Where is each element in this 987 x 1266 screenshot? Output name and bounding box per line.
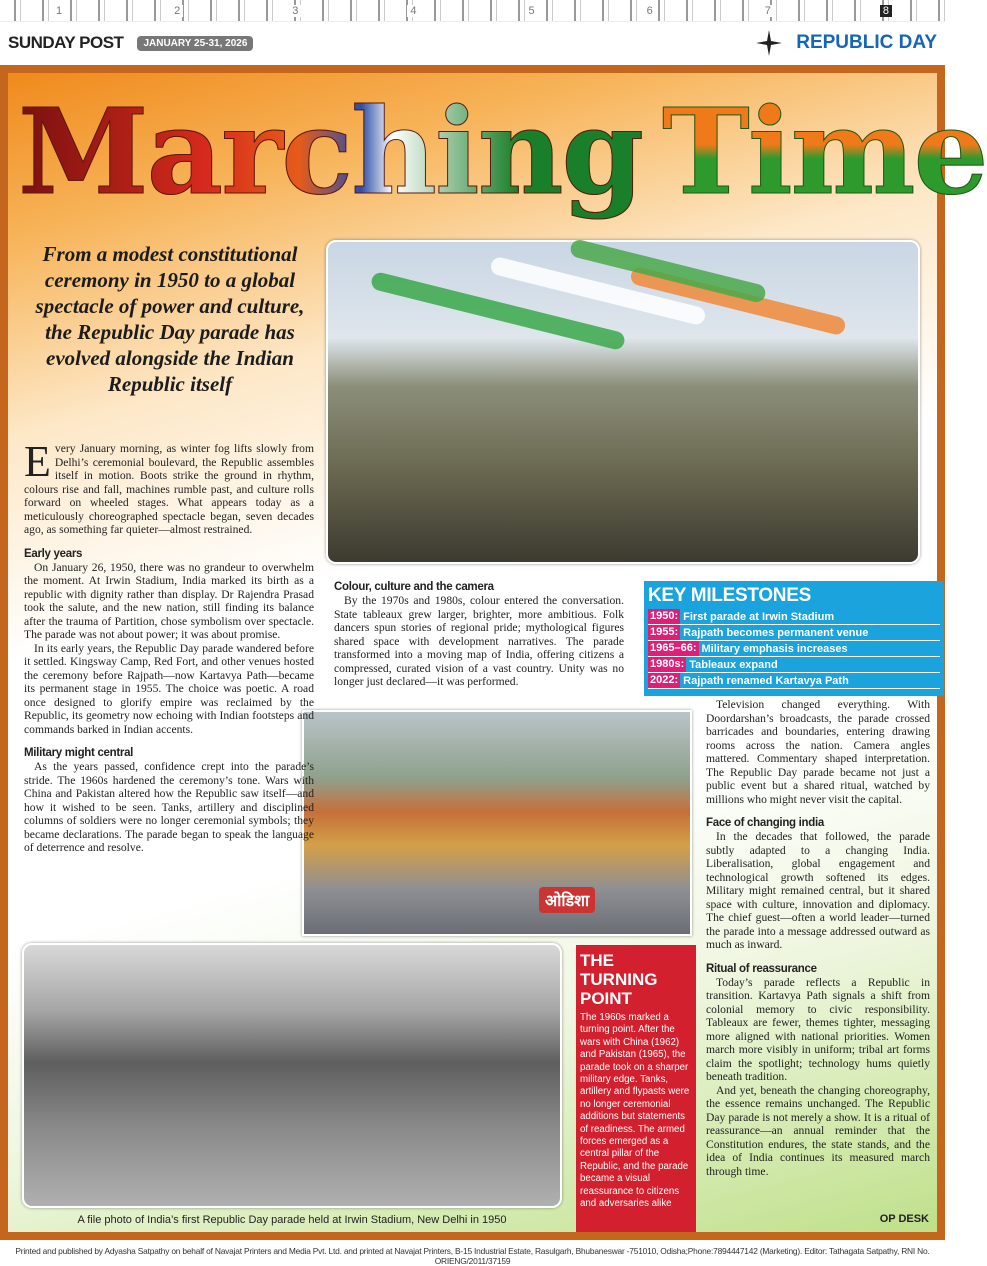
page-ruler [0,0,945,22]
compass-star-icon [756,30,782,56]
headline-word: Time [662,82,987,221]
feature-frame [0,65,987,1240]
milestone-event: Rajpath becomes permanent venue [683,626,869,639]
ruler-mark: 5 [526,5,538,17]
imprint-line: Printed and published by Adyasha Satpathy on behalf of Navajat Printers and Media Pvt. Ltd. and printed at Navajat Printers, B-15 Industrial Estate, Rasulgarh, Bhubaneswar -751010, Odisha;Phone:7894447142 (Marketing). Editor: Tathagata Satpathy, RNI No. ORIENG/2011/37159 [15,1246,930,1266]
milestones-title: KEY MILESTONES [648,585,811,606]
milestone-event: Tableaux expand [689,658,778,671]
standfirst: From a modest constitutional ceremony in 1950 to a global spectacle of power and culture, the Republic Day parade has evolved alongside the Indian Republic itself [35,242,305,396]
milestone-year: 1965–66: [650,642,697,654]
paragraph: Today’s parade reflects a Republic in transition. Kartavya Path signals a shift from colonial memory to civic responsibility. Tableaux are fewer, themes tighter, messaging more aligned with national priorities. Women march more visibly in uniform; tribal art forms claim the spotlight; technology hums quietly beneath tradition. [706,975,930,1083]
turning-point-title: THE TURNING POINT [580,951,658,1008]
ruler-mark: 2 [171,5,183,17]
article-column-1 [24,437,314,855]
turning-point-box [576,945,696,1232]
masthead [8,30,937,56]
milestone-item [648,625,940,641]
milestone-event: First parade at Irwin Stadium [683,610,835,623]
milestone-item [648,609,940,625]
article-intro [24,437,314,537]
flypast-parade-photo [326,240,920,564]
headline [18,82,987,221]
paragraph: Television changed everything. With Doordarshan’s broadcasts, the parade crossed barricades and boundaries, entering drawing rooms across the nation. Camera angles mattered. Commentary shaped interpretation. The Republic Day parade became not just a public event but a shared ritual, watched by millions who might never visit the capital. [706,698,930,806]
article-column-2 [334,581,624,689]
turning-point-text: The 1960s marked a turning point. After the wars with China (1962) and Pakistan (1965), the parade took on a sharper military edge. Tanks, artillery and flypasts were no longer ceremonial additions but statements of readiness. The armed forces emerged as a central pillar of the Republic, and the parade became a visual reassurance to citizens and adversaries alike [580,1012,690,1210]
byline: OP DESK [879,1213,929,1225]
ruler-mark: 4 [407,5,419,17]
ruler-mark: 7 [762,5,774,17]
paper-name: SUNDAY POST [8,33,124,52]
milestone-item [648,641,940,657]
article-column-3 [706,698,930,1178]
milestone-event: Military emphasis increases [701,642,848,655]
key-milestones-box [644,581,944,696]
section-name: REPUBLIC DAY [796,32,937,53]
milestone-year: 1950: [650,610,679,622]
milestone-event: Rajpath renamed Kartavya Path [683,674,849,687]
subheading: Colour, culture and the camera [334,581,494,593]
odisha-tableau-photo [302,710,692,936]
milestone-year: 2022: [650,674,679,686]
subheading: Military might central [24,747,134,759]
first-parade-1950-photo [22,943,562,1208]
milestone-item [648,673,940,689]
paragraph: As the years passed, confidence crept into the parade’s stride. The 1960s hardened the ceremony’s tone. Wars with China and Pakistan altered how the Republic saw itself—and how it wished to be seen. Tanks, artillery and disciplined columns of soldiers were no longer ceremonial symbols; they became declarations. The parade began to speak the language of deterrence and resolve. [24,760,314,854]
ruler-mark: 3 [289,5,301,17]
milestone-year: 1955: [650,626,679,638]
photo-caption: A file photo of India’s first Republic Day parade held at Irwin Stadium, New Delhi in 1950 [77,1214,507,1226]
ruler-mark: 1 [53,5,65,17]
paragraph: In the decades that followed, the parade subtly adapted to a changing India. Liberalisation, global engagement and technological growth softened its edges. Military might remained central, but it shared space with culture, innovation and diplomacy. The chief guest—often a world leader—turned the parade into a message addressed outward as much as inward. [706,830,930,951]
tableau-sign: ओडिशा [539,887,595,913]
subheading: Ritual of reassurance [706,962,817,975]
ruler-mark: 6 [644,5,656,17]
issue-date-badge: JANUARY 25-31, 2026 [137,36,253,51]
section-label [756,30,937,56]
milestone-year: 1980s: [650,658,685,670]
paragraph: And yet, beneath the changing choreography, the essence remains unchanged. The Republic Day parade is not merely a show. It is a ritual of reassurance—an annual reminder that the Constitution endures, the state stands, and the idea of India continues its measured march through time. [706,1083,930,1178]
headline-word: Marching [18,82,643,221]
paragraph: In its early years, the Republic Day parade wandered before it settled. Kingsway Camp, Red Fort, and other venues hosted the ceremony before Rajpath—now Kartavya Path—became its permanent stage in 1955. The choice was poetic. A road once designed to glorify empire was reclaimed by the Republic, its geometry now echoing with Indian footsteps and commands barked in Indian accents. [24,641,314,736]
intro-text: very January morning, as winter fog lifts slowly from Delhi’s ceremonial boulevard, the Republic assembles itself in motion. Boots strike the ground in rhythm, colours rise and fall, machines rumble past, and culture rolls forward on wheeled stages. What appears today as a meticulously choreographed spectacle began, seven decades ago, as something far quieter—almost restrained. [24,442,314,536]
milestone-item [648,657,940,673]
paragraph: On January 26, 1950, there was no grandeur to overwhelm the moment. At Irwin Stadium, India marked its birth as a republic with dignity rather than display. Dr Rajendra Prasad took the salute, and the new nation, still finding its balance after the trauma of Partition, chose symbolism over spectacle. The parade was not about power; it was about promise. [24,560,314,641]
subheading: Early years [24,547,83,560]
subheading: Face of changing india [706,817,824,829]
drop-cap: E [24,437,51,486]
paragraph: By the 1970s and 1980s, colour entered the conversation. State tableaux grew larger, brighter, more ambitious. Folk dancers spun stories of regional pride; mythological figures shared space with development narratives. The parade transformed into a moving map of India, offering citizens a compressed, curated vision of a vast country. Unity was no longer just declared—it was performed. [334,594,624,688]
ruler-mark-current: 8 [880,5,892,17]
